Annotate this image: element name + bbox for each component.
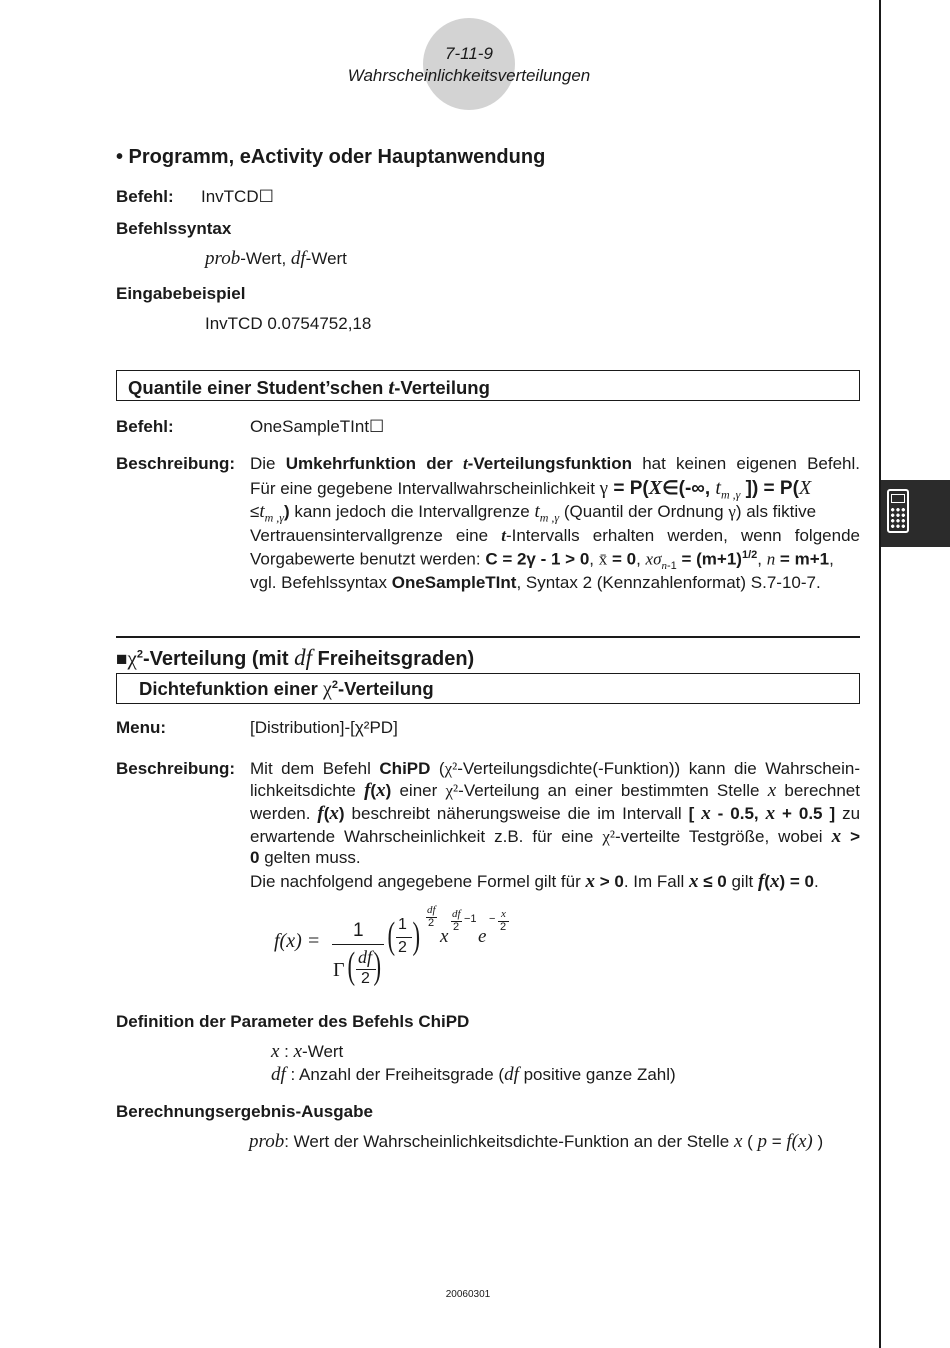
- syntax-value: prob-Wert, df-Wert: [205, 248, 347, 269]
- section-title: Wahrscheinlichkeitsverteilungen: [347, 66, 591, 85]
- beschreibung1-line1: Die Umkehrfunktion der t-Verteilungsfunktion hat keinen eigenen Befehl.: [250, 454, 860, 473]
- param-x: x : x-Wert: [271, 1041, 344, 1062]
- beschreibung2-line4: erwartende Wahrscheinlichkeit z.B. für eine χ²-verteilte Testgröße, wobei x >: [250, 826, 860, 847]
- box-quantile-title: Quantile einer Student’schen t-Verteilung: [128, 375, 490, 399]
- formula-paren-open: (: [347, 945, 356, 987]
- definition-label: Definition der Parameter des Befehls ChiPD: [116, 1012, 470, 1031]
- beschreibung2-line2: lichkeitsdichte f(x) einer χ²-Verteilung an einer bestimmten Stelle x berechnet: [250, 780, 860, 801]
- formula-x-exp-minus: −1: [464, 913, 477, 925]
- formula-exp-two: 2: [428, 917, 435, 929]
- befehl-label: Befehl:: [116, 187, 174, 206]
- menu-value: [Distribution]-[χ²PD]: [250, 718, 398, 737]
- formula-df: df: [358, 947, 373, 967]
- beispiel-label: Eingabebeispiel: [116, 284, 246, 303]
- formula-paren2-close: ): [412, 915, 421, 957]
- formula-half-bar: [396, 937, 412, 938]
- formula-half-two: 2: [398, 939, 407, 956]
- beschreibung1-line2: Für eine gegebene Intervallwahrscheinlichkeit γ = P(X∈(-∞, $t_{m ,\gamma}$ ]) = P(X: [250, 477, 812, 502]
- beschreibung2-line6: Die nachfolgend angegebene Formel gilt für x > 0. Im Fall x ≤ 0 gilt f(x) = 0.: [250, 871, 819, 892]
- beschreibung1-label: Beschreibung:: [116, 454, 236, 473]
- beschreibung2-label: Beschreibung:: [116, 759, 236, 778]
- formula-gamma: Γ: [333, 959, 345, 981]
- right-margin-rule: [879, 0, 881, 1348]
- menu-label: Menu:: [116, 718, 167, 737]
- formula-lhs: f(x) =: [274, 930, 321, 952]
- header-decoration-circle: [423, 18, 515, 110]
- beispiel-value: InvTCD 0.0754752,18: [205, 314, 372, 333]
- befehl2-label: Befehl:: [116, 417, 174, 436]
- chi-density-formula: [270, 900, 530, 995]
- formula-exp-df: df: [427, 904, 436, 916]
- formula-x: x: [440, 926, 449, 947]
- calculator-screen-icon: [891, 494, 905, 503]
- section-heading-chi: $■\chi^2$-Verteilung (mit df Freiheitsgraden): [116, 645, 475, 670]
- formula-one: 1: [353, 920, 364, 941]
- formula-df-two: 2: [361, 970, 370, 987]
- formula-e: e: [478, 926, 487, 947]
- formula-e-minus: −: [489, 913, 496, 925]
- ergebnis-value: prob: Wert der Wahrscheinlichkeitsdichte-Funktion an der Stelle x ( p = f(x) ): [249, 1131, 824, 1152]
- formula-e-x: x: [501, 908, 506, 920]
- formula-x-exp-two: 2: [453, 921, 460, 933]
- beschreibung1-line5: Vorgabewerte benutzt werden: C = 2γ - 1 > 0, x̄ = 0, $x\sigma_{n-1} = (m+1)^{1/2}$, n = m+1,: [250, 549, 834, 573]
- beschreibung1-line4: Vertrauensintervallgrenze eine t-Intervalls erhalten werden, wenn folgende: [250, 526, 860, 545]
- box-dichte-title: Dichtefunktion einer $\chi^2$-Verteilung: [139, 678, 434, 700]
- beschreibung2-line3: werden. f(x) beschreibt näherungsweise die im Intervall [ x - 0.5, x + 0.5 ] zu: [250, 803, 861, 824]
- formula-e-two: 2: [500, 921, 507, 933]
- befehl-value: InvTCD☐: [201, 187, 274, 206]
- befehl2-value: OneSampleTInt☐: [250, 417, 385, 436]
- beschreibung2-line5: 0 gelten muss.: [250, 848, 361, 867]
- formula-paren-close: ): [373, 945, 382, 987]
- page-number: 7-11-9: [445, 44, 493, 63]
- syntax-label: Befehlssyntax: [116, 219, 232, 238]
- calculator-keys-icon: [890, 507, 906, 529]
- section-rule: [116, 636, 860, 638]
- formula-x-exp-df: df: [452, 908, 461, 920]
- formula-half-one: 1: [398, 916, 407, 933]
- ergebnis-label: Berechnungsergebnis-Ausgabe: [116, 1102, 373, 1121]
- beschreibung1-line6: vgl. Befehlssyntax OneSampleTInt, Syntax 2 (Kennzahlenformat) S.7-10-7.: [250, 573, 821, 592]
- footer-code: 20060301: [445, 1289, 491, 1300]
- param-df: df : Anzahl der Freiheitsgrade (df positive ganze Zahl): [271, 1064, 676, 1085]
- beschreibung1-line3: $\le t_{m ,\gamma}$) kann jedoch die Intervallgrenze $t_{m ,\gamma}$ (Quantil der Ordnung γ) als fiktive: [250, 501, 817, 525]
- section-heading-programm: • Programm, eActivity oder Hauptanwendung: [116, 146, 546, 168]
- formula-paren2-open: (: [387, 915, 396, 957]
- beschreibung2-line1: Mit dem Befehl ChiPD (χ²-Verteilungsdichte(-Funktion)) kann die Wahrschein-: [250, 759, 860, 778]
